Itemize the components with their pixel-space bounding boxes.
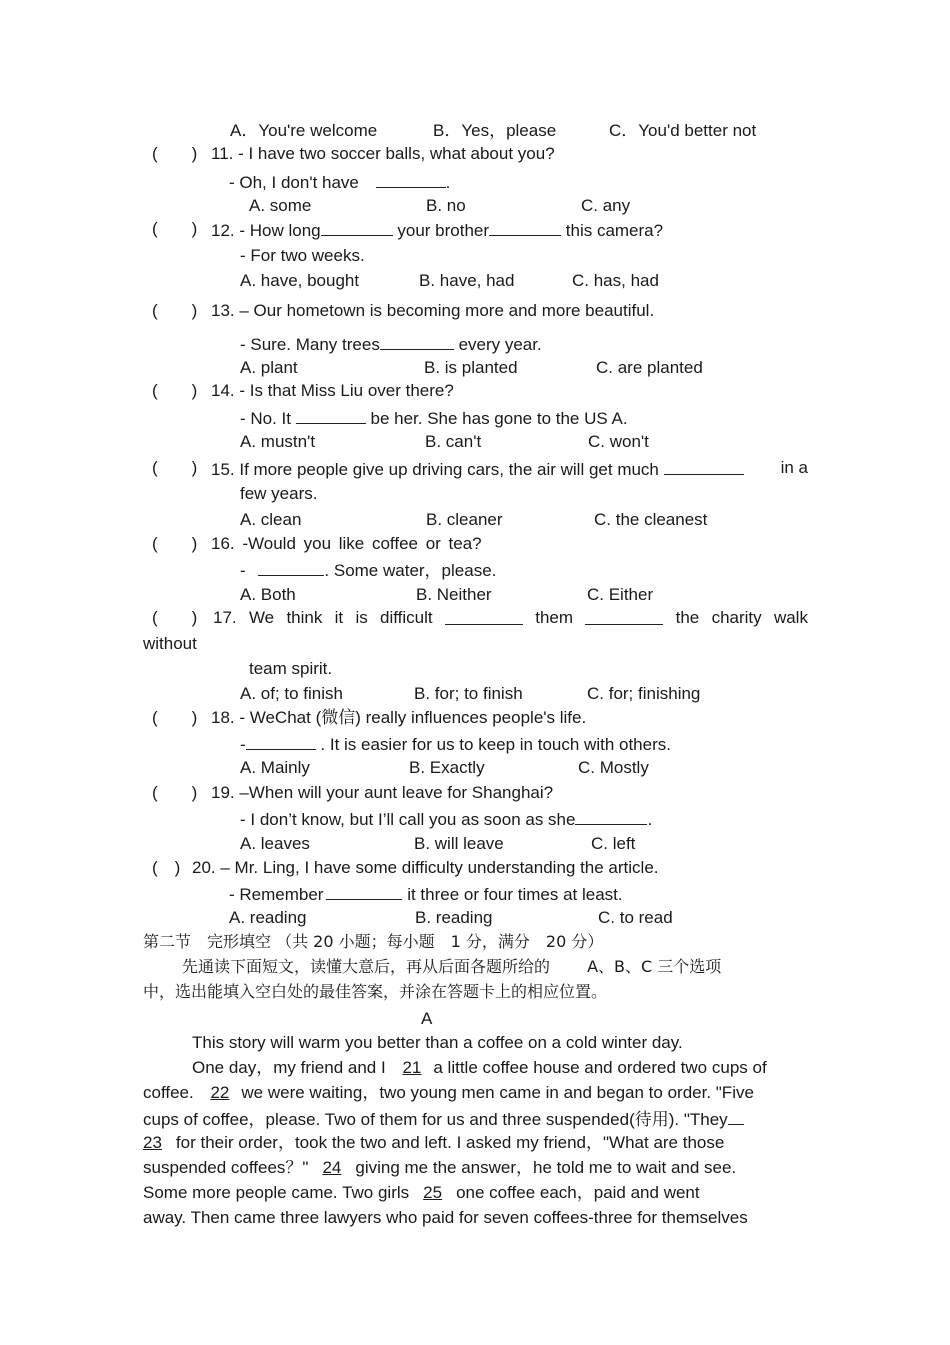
q17-blank-2 xyxy=(585,608,663,625)
q15-answer-paren[interactable]: ( ) xyxy=(152,458,198,477)
q13-option-a[interactable]: A. plant xyxy=(240,358,298,377)
q12-reply: - For two weeks. xyxy=(240,246,365,265)
cloze-blank-24: 24 xyxy=(322,1158,342,1177)
q11-blank xyxy=(376,171,446,188)
q20-blank xyxy=(326,883,402,900)
q16-blank xyxy=(258,559,324,576)
q18-answer-paren[interactable]: ( ) xyxy=(152,708,198,727)
q20-option-c[interactable]: C. to read xyxy=(598,908,673,927)
passage-line-3: coffee. 22 we were waiting，two young men came in and began to order. "Five xyxy=(143,1083,754,1102)
q16-reply: - . Some water，please. xyxy=(240,561,497,580)
q16-answer-paren[interactable]: ( ) xyxy=(152,534,198,553)
q19-blank xyxy=(575,808,647,825)
q13-blank xyxy=(380,333,454,350)
q14-option-a[interactable]: A. mustn't xyxy=(240,432,316,451)
cloze-blank-23: 23 xyxy=(143,1133,162,1152)
q16-option-a[interactable]: A. Both xyxy=(240,585,296,604)
q12-answer-paren[interactable]: ( ) xyxy=(152,219,198,238)
prev-option-b: B．Yes，please xyxy=(433,121,557,140)
q18-stem: 18. - WeChat (微信) really influences people's life. xyxy=(211,708,587,727)
q15-option-c[interactable]: C. the cleanest xyxy=(594,510,708,529)
section-2-title: 第二节 完形填空 （共 20 小题；每小题 1 分，满分 20 分） xyxy=(143,932,604,951)
q11-answer-paren[interactable]: ( ) xyxy=(152,144,198,163)
q11-stem: 11. - I have two soccer balls, what about you? xyxy=(211,144,555,163)
q18-option-a[interactable]: A. Mainly xyxy=(240,758,310,777)
q11-option-c[interactable]: C. any xyxy=(581,196,631,215)
q17-answer-paren[interactable]: ( ) xyxy=(152,608,198,627)
passage-line-4: cups of coffee，please. Two of them for us and three suspended(待用). "They xyxy=(143,1108,744,1130)
passage-line-7: Some more people came. Two girls 25 one coffee each，paid and went xyxy=(143,1183,700,1202)
q15-stem-cont: few years. xyxy=(240,484,318,503)
q12-blank-1 xyxy=(321,219,393,236)
cloze-blank-25: 25 xyxy=(423,1183,443,1202)
q17-option-a[interactable]: A. of; to finish xyxy=(240,684,343,703)
q11-option-a[interactable]: A. some xyxy=(249,196,312,215)
q15-blank xyxy=(664,458,744,475)
q14-reply: - No. It be her. She has gone to the US A. xyxy=(240,409,628,428)
q13-reply: - Sure. Many trees every year. xyxy=(240,335,542,354)
q20-answer-paren[interactable]: ( ) xyxy=(152,858,181,877)
q18-option-c[interactable]: C. Mostly xyxy=(578,758,649,777)
q16-stem: 16. -Would you like coffee or tea? xyxy=(211,534,482,553)
q17-stem: 17. We think it is difficult them the charity walk xyxy=(213,608,808,627)
section-2-instructions-1: 先通读下面短文，读懂大意后，再从后面各题所给的 A、B、C 三个选项 xyxy=(182,957,722,976)
q17-stem-cont-2: team spirit. xyxy=(249,659,333,678)
q17-stem-cont-1: without xyxy=(143,634,197,653)
q17-blank-1 xyxy=(445,608,523,625)
passage-line-6: suspended coffees？" 24 giving me the answer，he told me to wait and see. xyxy=(143,1158,737,1177)
q16-option-c[interactable]: C. Either xyxy=(587,585,654,604)
q15-stem: 15. If more people give up driving cars, the air will get much in a xyxy=(211,458,808,479)
q20-option-b[interactable]: B. reading xyxy=(415,908,493,927)
q15-option-b[interactable]: B. cleaner xyxy=(426,510,503,529)
q18-reply: - . It is easier for us to keep in touch with others. xyxy=(240,735,671,754)
q13-answer-paren[interactable]: ( ) xyxy=(152,301,198,320)
q17-option-b[interactable]: B. for; to finish xyxy=(414,684,523,703)
q12-option-b[interactable]: B. have, had xyxy=(419,271,515,290)
q13-option-c[interactable]: C. are planted xyxy=(596,358,703,377)
q19-option-b[interactable]: B. will leave xyxy=(414,834,504,853)
q14-stem: 14. - Is that Miss Liu over there? xyxy=(211,381,454,400)
q19-stem: 19. –When will your aunt leave for Shanghai? xyxy=(211,783,554,802)
q19-option-a[interactable]: A. leaves xyxy=(240,834,310,853)
cloze-blank-21: 21 xyxy=(402,1058,422,1077)
q16-option-b[interactable]: B. Neither xyxy=(416,585,492,604)
q13-stem: 13. – Our hometown is becoming more and more beautiful. xyxy=(211,301,655,320)
q19-answer-paren[interactable]: ( ) xyxy=(152,783,198,802)
q18-blank xyxy=(246,733,316,750)
q14-option-b[interactable]: B. can't xyxy=(425,432,482,451)
q11-option-b[interactable]: B. no xyxy=(426,196,466,215)
passage-label: A xyxy=(421,1009,433,1028)
q11-reply: - Oh, I don't have . xyxy=(229,173,451,192)
section-2-instructions-2: 中，选出能填入空白处的最佳答案，并涂在答题卡上的相应位置。 xyxy=(143,982,608,1001)
q12-option-a[interactable]: A. have, bought xyxy=(240,271,360,290)
q12-stem: 12. - How long your brother this camera? xyxy=(211,221,664,240)
q17-option-c[interactable]: C. for; finishing xyxy=(587,684,701,703)
q18-option-b[interactable]: B. Exactly xyxy=(409,758,485,777)
q20-option-a[interactable]: A. reading xyxy=(229,908,307,927)
q15-option-a[interactable]: A. clean xyxy=(240,510,302,529)
q20-stem: 20. – Mr. Ling, I have some difficulty understanding the article. xyxy=(192,858,659,877)
prev-option-a: A．You're welcome xyxy=(230,121,378,140)
q20-reply: - Remember it three or four times at least. xyxy=(229,885,623,904)
q12-blank-2 xyxy=(489,219,561,236)
q19-reply: - I don’t know, but I’ll call you as soon as she . xyxy=(240,810,653,829)
passage-line-5: 23 for their order，took the two and left. I asked my friend，"What are those xyxy=(143,1133,725,1152)
q14-option-c[interactable]: C. won't xyxy=(588,432,649,451)
q13-option-b[interactable]: B. is planted xyxy=(424,358,518,377)
prev-option-c: C．You'd better not xyxy=(609,121,757,140)
q19-option-c[interactable]: C. left xyxy=(591,834,636,853)
passage-line-8: away. Then came three lawyers who paid for seven coffees-three for themselves xyxy=(143,1208,748,1227)
q12-option-c[interactable]: C. has, had xyxy=(572,271,659,290)
q14-answer-paren[interactable]: ( ) xyxy=(152,381,198,400)
cloze-blank-22: 22 xyxy=(210,1083,230,1102)
passage-line-2: One day，my friend and I 21 a little coffee house and ordered two cups of xyxy=(192,1058,767,1077)
passage-line-1: This story will warm you better than a coffee on a cold winter day. xyxy=(192,1033,683,1052)
q14-blank xyxy=(296,407,366,424)
